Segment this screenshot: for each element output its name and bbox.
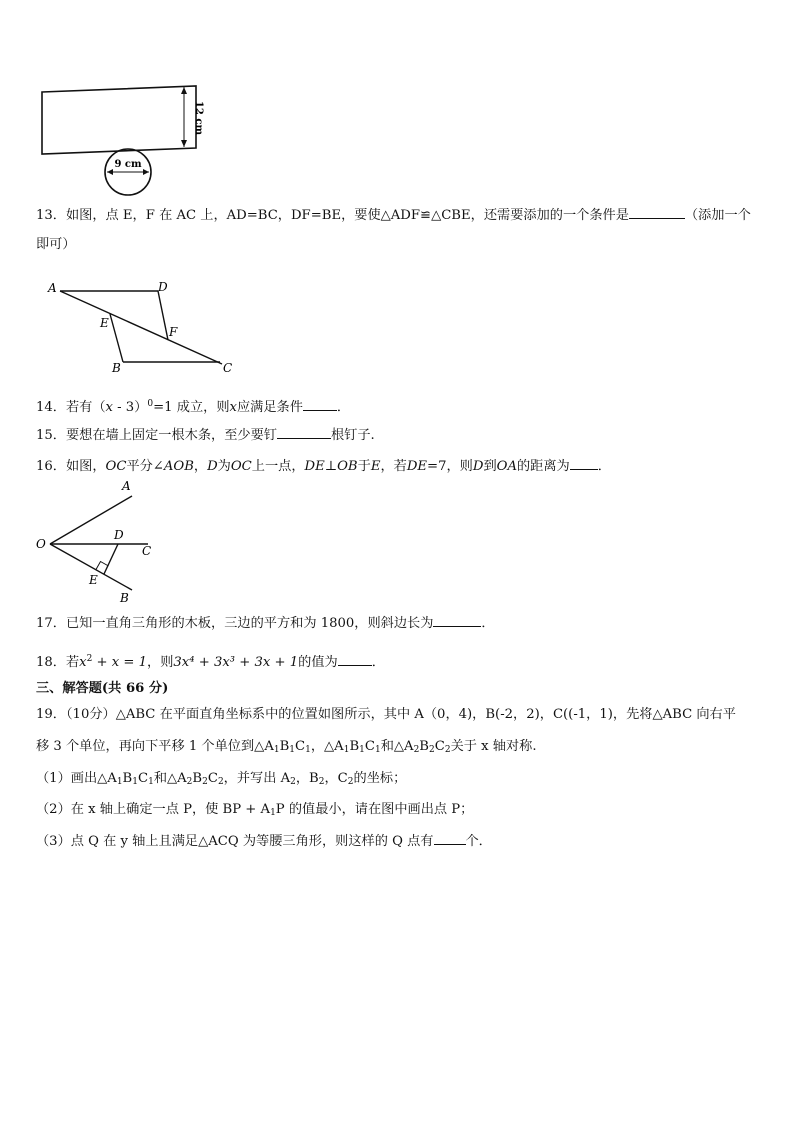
height-label: 12 cm — [193, 100, 204, 136]
answer-blank-16[interactable] — [570, 457, 598, 470]
question-17: 17．已知一直角三角形的木板，三边的平方和为 1800，则斜边长为 ． — [36, 616, 495, 631]
question-13-line1: 13．如图，点 E，F 在 AC 上，AD=BC，DF=BE，要使△ADF≌△CBE，还需要添加的一个条件是 （添加一个 — [36, 208, 751, 223]
question-19-part2: （2）在 x 轴上确定一点 P，使 BP + $A_1P$ 的值最小，请在图中画出点 P； — [36, 802, 474, 818]
question-13-line2: 即可） — [36, 237, 76, 252]
label-E: E — [100, 316, 109, 330]
answer-blank-13[interactable] — [629, 206, 685, 219]
label-F: F — [169, 325, 178, 339]
label-D: D — [158, 280, 168, 294]
label-C-16: C — [142, 544, 152, 558]
board-shape — [42, 86, 196, 154]
answer-blank-17[interactable] — [433, 614, 481, 627]
label-C: C — [223, 361, 233, 375]
figure-board-and-circle — [30, 78, 220, 196]
question-15: 15．要想在墙上固定一根木条，至少要钉 根钉子. — [36, 428, 375, 443]
label-B-16: B — [120, 591, 129, 605]
question-19-part1: （1）画出$\triangle A_1B_1C_1$和$\triangle A_2B_2C_2$，并写出 $A_2$，$B_2$，$C_2$的坐标； — [36, 771, 407, 787]
question-19-line2: 移 3 个单位，再向下平移 1 个单位到$\triangle A_1B_1C_1$，$\triangle A_1B_1C_1$和$\triangle A_2B_2C_2$关于 x 轴对称. — [36, 739, 537, 755]
question-14: 14．若有（x - 3）$^0$=1 成立，则x应满足条件 ． — [36, 399, 351, 415]
figure-q13 — [40, 276, 240, 380]
label-A-16: A — [122, 479, 131, 493]
label-B: B — [112, 361, 121, 375]
question-19-part3: （3）点 Q 在 y 轴上且满足△ACQ 为等腰三角形，则这样的 Q 点有 个． — [36, 834, 492, 849]
label-A: A — [48, 281, 57, 295]
section-heading: 三、解答题(共 66 分) — [36, 681, 169, 696]
question-16: 16．如图，OC平分∠AOB，D为OC上一点，DE⊥OB于E，若DE=7，则D到OA的距离为 ． — [36, 459, 611, 474]
figure-q16 — [34, 478, 174, 608]
label-O: O — [36, 537, 46, 551]
answer-blank-19-3[interactable] — [434, 832, 466, 845]
question-19-line1: 19．（10分）△ABC 在平面直角坐标系中的位置如图所示，其中 A（0，4)，B(-2，2)，C((-1，1)，先将△ABC 向右平 — [36, 707, 736, 722]
answer-blank-14[interactable] — [303, 398, 337, 411]
label-E-16: E — [89, 573, 98, 587]
question-18: 18．若$x^2 + x = 1$，则3x⁴ + 3x³ + 3x + 1的值为 ． — [36, 654, 385, 670]
diameter-label: 9 cm — [114, 159, 142, 170]
answer-blank-18[interactable] — [338, 653, 372, 666]
answer-blank-15[interactable] — [277, 426, 331, 439]
label-D-16: D — [114, 528, 124, 542]
